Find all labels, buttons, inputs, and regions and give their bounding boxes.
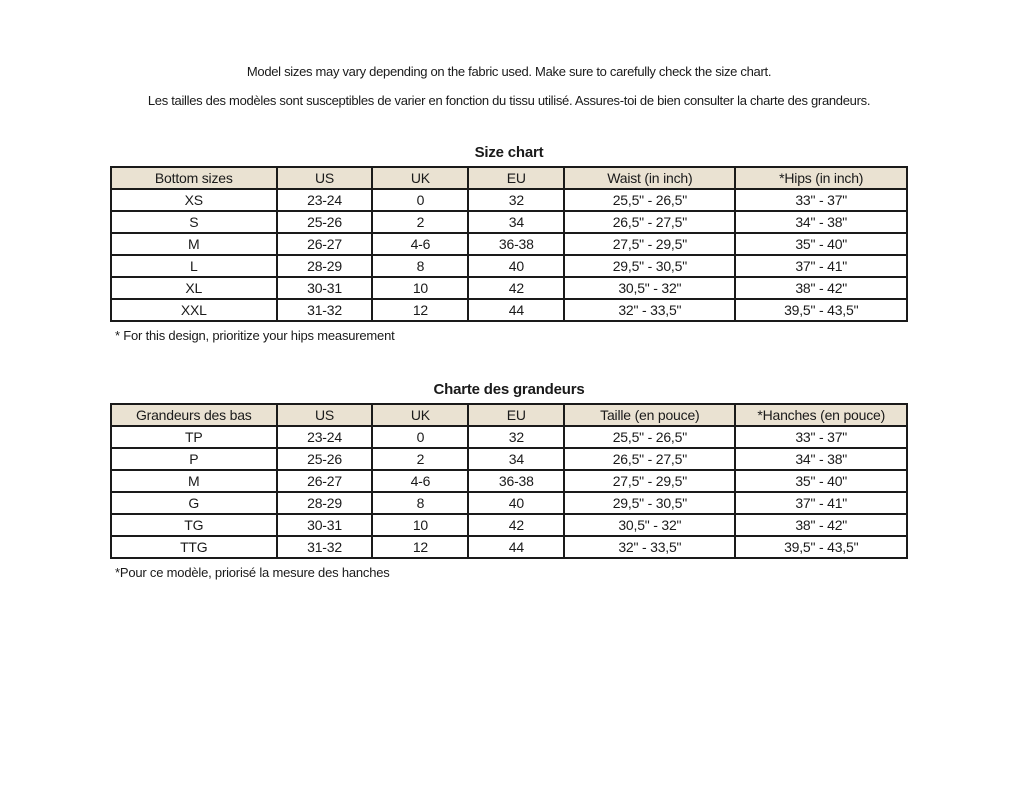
table-cell: 36-38 [468, 233, 564, 255]
table-cell: 0 [372, 426, 468, 448]
table-cell: M [111, 233, 277, 255]
table-cell: 4-6 [372, 233, 468, 255]
table-cell: 31-32 [277, 536, 373, 558]
table-cell: 23-24 [277, 189, 373, 211]
table-cell: P [111, 448, 277, 470]
table-cell: 28-29 [277, 255, 373, 277]
table-cell: 27,5" - 29,5" [564, 233, 735, 255]
table-cell: 27,5" - 29,5" [564, 470, 735, 492]
table-cell: 44 [468, 299, 564, 321]
column-header: UK [372, 404, 468, 426]
table-cell: 32 [468, 426, 564, 448]
table-cell: TG [111, 514, 277, 536]
table-cell: 8 [372, 492, 468, 514]
table-cell: 38" - 42" [735, 514, 907, 536]
table-cell: 31-32 [277, 299, 373, 321]
table-cell: 40 [468, 255, 564, 277]
column-header: EU [468, 404, 564, 426]
table-cell: 35" - 40" [735, 470, 907, 492]
table-cell: 29,5" - 30,5" [564, 492, 735, 514]
table-row [111, 189, 907, 211]
table-cell: 38" - 42" [735, 277, 907, 299]
table-cell: 25-26 [277, 448, 373, 470]
table-cell: 32" - 33,5" [564, 536, 735, 558]
table-cell: 2 [372, 211, 468, 233]
table-cell: 26-27 [277, 470, 373, 492]
table-cell: 34" - 38" [735, 211, 907, 233]
table-cell: 30-31 [277, 277, 373, 299]
table-cell: 29,5" - 30,5" [564, 255, 735, 277]
table-cell: 30-31 [277, 514, 373, 536]
table-cell: TTG [111, 536, 277, 558]
table-body [111, 426, 907, 558]
column-header: Bottom sizes [111, 167, 277, 189]
table-cell: 34 [468, 448, 564, 470]
table-cell: XXL [111, 299, 277, 321]
size-chart-fr-section [110, 381, 908, 580]
table-row [111, 233, 907, 255]
table-cell: 30,5" - 32" [564, 277, 735, 299]
table-cell: 40 [468, 492, 564, 514]
table-row [111, 536, 907, 558]
table-cell: XL [111, 277, 277, 299]
table-cell: 25,5" - 26,5" [564, 426, 735, 448]
table-cell: 12 [372, 299, 468, 321]
table-row [111, 514, 907, 536]
table-cell: S [111, 211, 277, 233]
column-header: US [277, 167, 373, 189]
column-header: *Hanches (en pouce) [735, 404, 907, 426]
table-row [111, 255, 907, 277]
table-cell: 10 [372, 277, 468, 299]
size-chart-fr-title: Charte des grandeurs [433, 381, 585, 398]
table-row [111, 492, 907, 514]
table-row [111, 426, 907, 448]
size-chart-fr-footnote: *Pour ce modèle, priorisé la mesure des hanches [115, 565, 390, 580]
table-cell: 35" - 40" [735, 233, 907, 255]
table-row [111, 211, 907, 233]
fabric-note-en: Model sizes may vary depending on the fabric used. Make sure to carefully check the size chart. [246, 64, 772, 79]
table-cell: 0 [372, 189, 468, 211]
table-cell: 30,5" - 32" [564, 514, 735, 536]
table-cell: M [111, 470, 277, 492]
table-cell: 25,5" - 26,5" [564, 189, 735, 211]
size-chart-en-section [110, 144, 908, 343]
table-cell: 4-6 [372, 470, 468, 492]
table-cell: 32 [468, 189, 564, 211]
table-cell: 42 [468, 514, 564, 536]
table-cell: 2 [372, 448, 468, 470]
table-cell: 26,5" - 27,5" [564, 448, 735, 470]
table-cell: 42 [468, 277, 564, 299]
table-cell: 10 [372, 514, 468, 536]
table-cell: 34" - 38" [735, 448, 907, 470]
table-header [111, 404, 907, 426]
size-chart-page [110, 64, 908, 580]
table-cell: 44 [468, 536, 564, 558]
table-row [111, 470, 907, 492]
table-cell: 33" - 37" [735, 426, 907, 448]
size-chart-en-title: Size chart [474, 144, 544, 161]
column-header: EU [468, 167, 564, 189]
table-row [111, 448, 907, 470]
table-cell: 25-26 [277, 211, 373, 233]
table-cell: 26-27 [277, 233, 373, 255]
table-cell: 34 [468, 211, 564, 233]
table-cell: 39,5" - 43,5" [735, 299, 907, 321]
table-cell: 28-29 [277, 492, 373, 514]
size-chart-en-table [110, 166, 908, 322]
table-header-row [111, 404, 907, 426]
column-header: Waist (in inch) [564, 167, 735, 189]
table-cell: 37" - 41" [735, 255, 907, 277]
table-cell: G [111, 492, 277, 514]
table-cell: 37" - 41" [735, 492, 907, 514]
column-header: Taille (en pouce) [564, 404, 735, 426]
table-header-row [111, 167, 907, 189]
table-cell: 32" - 33,5" [564, 299, 735, 321]
column-header: UK [372, 167, 468, 189]
size-chart-fr-table [110, 403, 908, 559]
column-header: Grandeurs des bas [111, 404, 277, 426]
table-cell: 8 [372, 255, 468, 277]
table-row [111, 277, 907, 299]
table-cell: 39,5" - 43,5" [735, 536, 907, 558]
table-cell: 33" - 37" [735, 189, 907, 211]
table-cell: 12 [372, 536, 468, 558]
table-cell: TP [111, 426, 277, 448]
table-cell: 36-38 [468, 470, 564, 492]
table-cell: 26,5" - 27,5" [564, 211, 735, 233]
table-cell: XS [111, 189, 277, 211]
table-header [111, 167, 907, 189]
table-cell: L [111, 255, 277, 277]
fabric-note-fr: Les tailles des modèles sont susceptibles de varier en fonction du tissu utilisé. Assures-toi de bien consulter la charte des grandeurs. [147, 93, 871, 108]
table-body [111, 189, 907, 321]
size-chart-en-footnote: * For this design, prioritize your hips measurement [115, 328, 395, 343]
column-header: US [277, 404, 373, 426]
column-header: *Hips (in inch) [735, 167, 907, 189]
table-row [111, 299, 907, 321]
table-cell: 23-24 [277, 426, 373, 448]
